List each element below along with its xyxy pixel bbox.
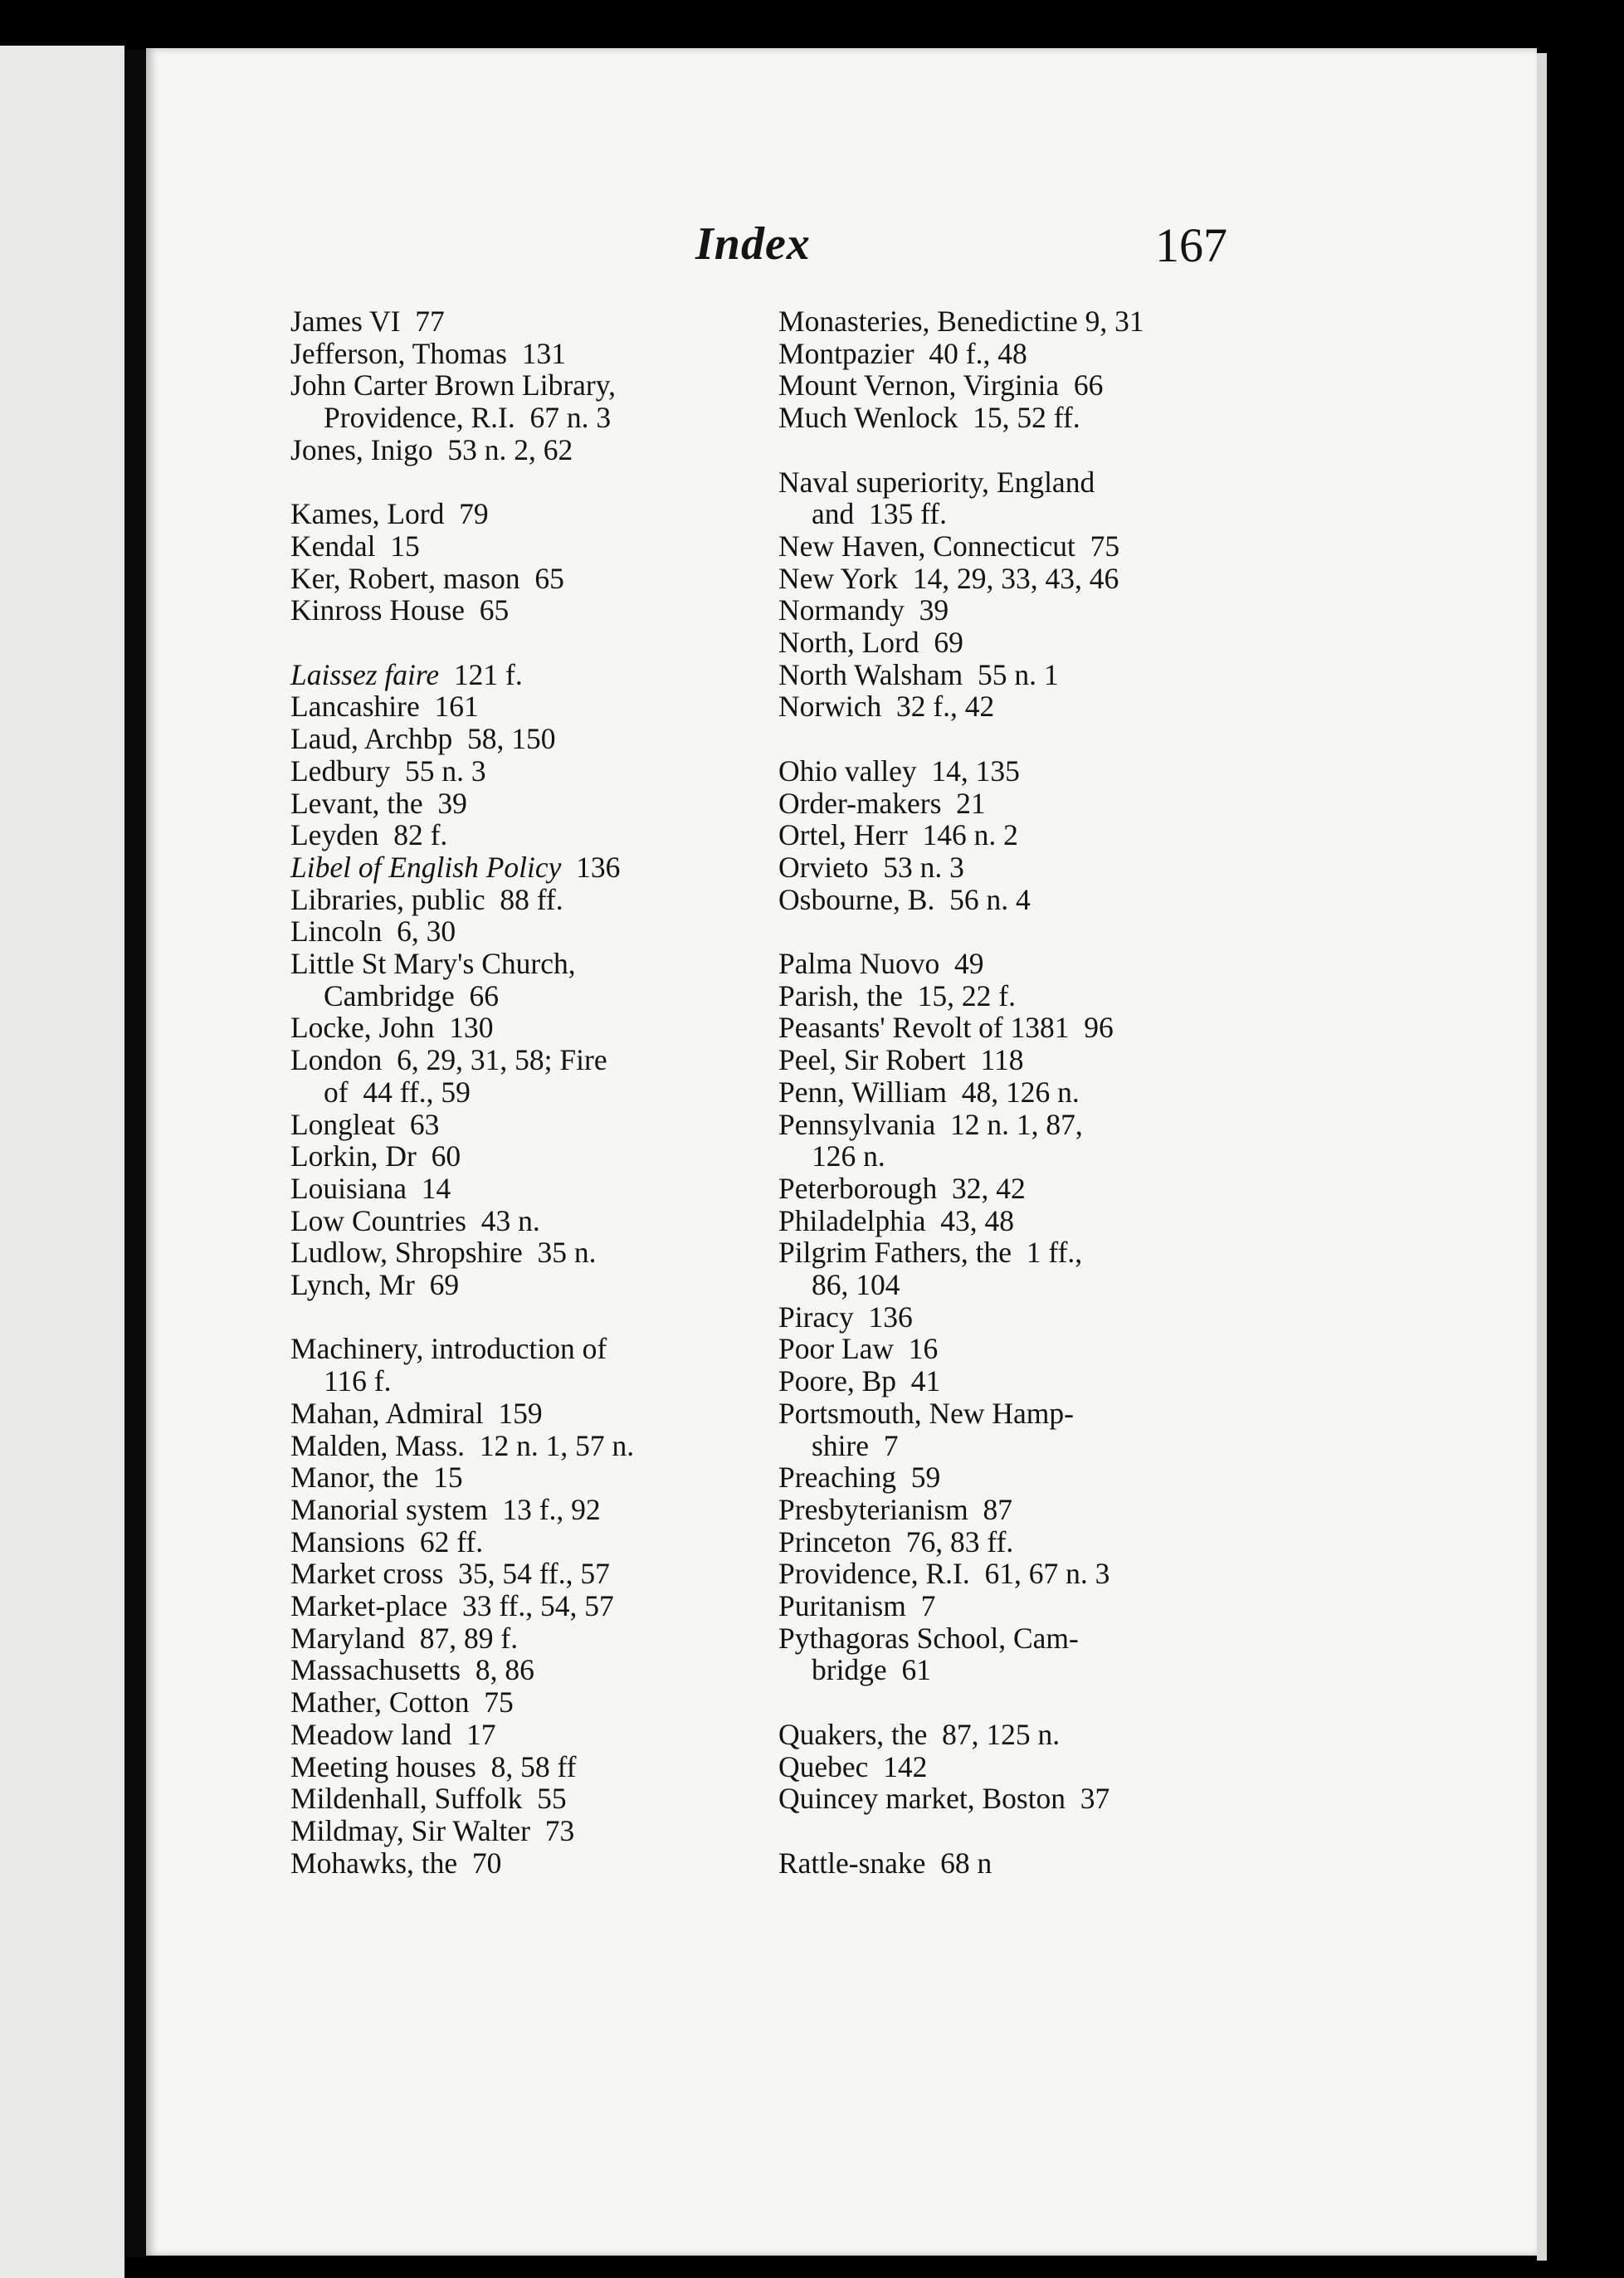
index-entry-text: Jones, Inigo 53 n. 2, 62 — [290, 432, 573, 466]
index-entry — [778, 851, 1231, 884]
index-entry-text: New Haven, Connecticut 75 — [778, 529, 1120, 563]
index-entry — [290, 1847, 734, 1880]
index-entry-text: Preaching 59 — [778, 1461, 941, 1495]
index-entry — [290, 498, 734, 530]
index-entry — [290, 305, 734, 338]
index-entry — [778, 755, 1231, 788]
index-entry-italic-heading: Libel of English Policy — [290, 850, 562, 884]
index-entry — [778, 659, 1231, 691]
index-entry — [290, 659, 734, 691]
index-entry-text: Piracy 136 — [778, 1300, 913, 1334]
index-entry — [290, 1012, 734, 1044]
index-entry — [778, 1333, 1231, 1365]
index-entry-text: Montpazier 40 f., 48 — [778, 336, 1027, 370]
index-entry — [290, 434, 734, 466]
index-entry-text: Poore, Bp 41 — [778, 1364, 941, 1398]
index-entry-text: Princeton 76, 83 ff. — [778, 1524, 1014, 1559]
index-entry-text: Monasteries, Benedictine 9, 31 — [778, 305, 1144, 338]
index-entry-text: Machinery, introduction of — [290, 1332, 607, 1366]
index-entry-text: New York 14, 29, 33, 43, 46 — [778, 561, 1119, 595]
index-entry-text: Leyden 82 f. — [290, 818, 448, 852]
index-entry — [778, 1526, 1231, 1559]
index-entry-text: Mohawks, the 70 — [290, 1846, 502, 1880]
index-entry — [290, 723, 734, 755]
index-entry — [290, 1044, 734, 1108]
index-entry-text: North, Lord 69 — [778, 626, 963, 660]
index-entry — [778, 1494, 1231, 1526]
index-entry — [290, 1590, 734, 1622]
index-entry-text: Manor, the 15 — [290, 1461, 463, 1495]
index-entry-text: Mansions 62 ff. — [290, 1524, 484, 1559]
index-entry-text: Massachusetts 8, 86 — [290, 1653, 534, 1687]
index-entry — [290, 690, 734, 723]
page-edge-strip — [1537, 53, 1547, 2261]
index-entry-text: Palma Nuovo 49 — [778, 947, 984, 981]
facing-page-edge — [0, 46, 124, 2278]
index-entry — [778, 1590, 1231, 1622]
index-entry-text: Peasants' Revolt of 1381 96 — [778, 1011, 1114, 1045]
index-entry-text: Osbourne, B. 56 n. 4 — [778, 882, 1031, 916]
index-entry-text: Mather, Cotton 75 — [290, 1685, 514, 1719]
index-entry-text: London 6, 29, 31, 58; Fire — [290, 1043, 607, 1077]
index-entry-text: Lorkin, Dr 60 — [290, 1139, 461, 1173]
index-entry — [778, 690, 1231, 723]
index-entry — [778, 1012, 1231, 1044]
index-entry — [290, 1558, 734, 1590]
index-entry-text: Malden, Mass. 12 n. 1, 57 n. — [290, 1428, 635, 1462]
index-entry-pages: 136 — [561, 850, 621, 884]
index-entry — [290, 369, 734, 433]
index-entry — [290, 1461, 734, 1494]
index-entry — [290, 1783, 734, 1815]
index-entry — [778, 788, 1231, 820]
index-entry-italic-heading: Laissez faire — [290, 657, 440, 691]
index-entry — [778, 980, 1231, 1012]
index-entry-text: Pilgrim Fathers, the 1 ff., — [778, 1236, 1083, 1270]
index-entry-text: Kames, Lord 79 — [290, 497, 489, 531]
index-entry — [778, 884, 1231, 916]
index-entry-continuation: shire 7 — [812, 1428, 899, 1462]
index-entry — [290, 851, 734, 884]
index-entry-text: Mahan, Admiral 159 — [290, 1396, 543, 1430]
index-entry — [778, 1783, 1231, 1815]
index-entry — [290, 1654, 734, 1686]
index-entry-text: Quincey market, Boston 37 — [778, 1782, 1110, 1816]
index-column-left — [290, 305, 734, 1879]
index-entry — [290, 1526, 734, 1559]
index-entry-text: Louisiana 14 — [290, 1171, 451, 1205]
index-entry-continuation: Cambridge 66 — [324, 978, 499, 1012]
index-entry-text: Lynch, Mr 69 — [290, 1268, 460, 1302]
index-entry-text: Rattle-snake 68 n — [778, 1846, 992, 1880]
index-entry-text: Pennsylvania 12 n. 1, 87, — [778, 1107, 1083, 1141]
index-entry-text: Poor Law 16 — [778, 1332, 939, 1366]
index-entry-text: Quebec 142 — [778, 1749, 928, 1783]
index-entry-text: Kinross House 65 — [290, 593, 510, 627]
index-entry — [778, 1237, 1231, 1300]
index-entry — [290, 1237, 734, 1269]
index-entry — [778, 1398, 1231, 1461]
index-entry — [778, 819, 1231, 851]
index-entry-pages: 121 f. — [439, 657, 523, 691]
index-entry — [290, 1109, 734, 1141]
index-entry-continuation: 86, 104 — [812, 1268, 900, 1302]
index-entry-text: Market-place 33 ff., 54, 57 — [290, 1589, 614, 1623]
index-entry — [290, 884, 734, 916]
index-entry-continuation: of 44 ff., 59 — [324, 1075, 471, 1109]
index-entry-text: Lincoln 6, 30 — [290, 915, 456, 949]
index-entry-text: Peel, Sir Robert 118 — [778, 1043, 1024, 1077]
index-entry — [778, 948, 1231, 980]
index-entry-text: John Carter Brown Library, — [290, 368, 617, 402]
index-entry — [778, 1461, 1231, 1494]
index-entry-text: Puritanism 7 — [778, 1589, 936, 1623]
index-entry — [290, 755, 734, 788]
index-entry — [778, 1173, 1231, 1205]
index-entry — [778, 1044, 1231, 1076]
index-entry — [778, 466, 1231, 530]
index-entry-continuation: bridge 61 — [812, 1653, 931, 1687]
index-entry-text: Little St Mary's Church, — [290, 947, 576, 981]
index-entry — [778, 1365, 1231, 1398]
index-column-right — [778, 305, 1231, 1879]
index-entry-text: Low Countries 43 n. — [290, 1203, 540, 1237]
index-entry — [778, 338, 1231, 370]
index-entry — [290, 948, 734, 1012]
index-entry-text: Ortel, Herr 146 n. 2 — [778, 818, 1018, 852]
index-entry-text: Meeting houses 8, 58 ff — [290, 1749, 577, 1783]
index-entry-continuation: 126 n. — [812, 1139, 885, 1173]
index-entry — [778, 1109, 1231, 1173]
index-entry — [290, 1398, 734, 1430]
index-entry — [290, 1140, 734, 1173]
index-entry — [290, 1751, 734, 1783]
index-entry — [290, 530, 734, 563]
section-gap — [778, 915, 1231, 948]
index-entry-text: Much Wenlock 15, 52 ff. — [778, 401, 1080, 435]
section-gap — [778, 1815, 1231, 1847]
index-entry-text: Libraries, public 88 ff. — [290, 882, 563, 916]
index-entry — [290, 1815, 734, 1847]
index-entry-text: Peterborough 32, 42 — [778, 1171, 1026, 1205]
index-entry-text: Longleat 63 — [290, 1107, 440, 1141]
index-entry — [778, 1558, 1231, 1590]
index-entry — [290, 1205, 734, 1237]
index-entry-text: Maryland 87, 89 f. — [290, 1621, 519, 1655]
index-entry-text: Jefferson, Thomas 131 — [290, 336, 566, 370]
index-entry-text: Levant, the 39 — [290, 786, 467, 820]
index-entry-text: Meadow land 17 — [290, 1717, 496, 1751]
index-entry-text: Mildmay, Sir Walter 73 — [290, 1814, 575, 1847]
index-entry — [290, 338, 734, 370]
section-gap — [290, 1301, 734, 1334]
index-entry — [778, 1205, 1231, 1237]
index-entry — [778, 594, 1231, 627]
index-entry — [290, 788, 734, 820]
section-gap — [290, 627, 734, 659]
index-entry-text: Providence, R.I. 61, 67 n. 3 — [778, 1557, 1110, 1591]
section-gap — [778, 723, 1231, 755]
index-entry-text: Ledbury 55 n. 3 — [290, 754, 486, 788]
index-entry-text: Pythagoras School, Cam- — [778, 1621, 1079, 1655]
index-entry — [778, 1622, 1231, 1686]
index-entry — [778, 563, 1231, 595]
index-entry-text: Philadelphia 43, 48 — [778, 1203, 1014, 1237]
index-entry — [290, 563, 734, 595]
index-entry — [290, 1269, 734, 1301]
index-entry-text: North Walsham 55 n. 1 — [778, 657, 1059, 691]
index-entry — [778, 402, 1231, 434]
index-entry — [290, 1494, 734, 1526]
index-entry-continuation: and 135 ff. — [812, 497, 948, 531]
index-entry — [778, 305, 1231, 338]
book-gutter — [124, 50, 146, 2257]
index-entry — [290, 915, 734, 948]
index-entry-text: Order-makers 21 — [778, 786, 986, 820]
index-entry — [778, 1847, 1231, 1880]
index-entry — [290, 1333, 734, 1397]
index-entry — [778, 627, 1231, 659]
index-entry-text: Kendal 15 — [290, 529, 420, 563]
index-entry-text: Locke, John 130 — [290, 1011, 494, 1045]
page-number: 167 — [1155, 218, 1227, 272]
index-entry-text: Naval superiority, England — [778, 465, 1095, 499]
section-gap — [290, 466, 734, 499]
index-entry-text: Mount Vernon, Virginia 66 — [778, 368, 1104, 402]
index-entry-continuation: Providence, R.I. 67 n. 3 — [324, 401, 612, 435]
index-entry — [290, 1430, 734, 1462]
index-entry-text: Presbyterianism 87 — [778, 1492, 1012, 1526]
index-entry — [290, 1622, 734, 1655]
index-entry — [778, 369, 1231, 402]
index-entry-text: Lancashire 161 — [290, 690, 479, 724]
index-entry-continuation: 116 f. — [324, 1364, 392, 1398]
index-entry-text: Quakers, the 87, 125 n. — [778, 1717, 1061, 1751]
section-gap — [778, 434, 1231, 466]
page-title: Index — [695, 218, 811, 270]
index-entry — [778, 1719, 1231, 1751]
index-entry-text: Ludlow, Shropshire 35 n. — [290, 1236, 597, 1270]
index-entry — [778, 530, 1231, 563]
index-entry-text: Ohio valley 14, 135 — [778, 754, 1020, 788]
index-entry-text: Market cross 35, 54 ff., 57 — [290, 1557, 610, 1591]
index-entry — [778, 1076, 1231, 1109]
index-entry-text: James VI 77 — [290, 305, 445, 338]
index-entry-text: Portsmouth, New Hamp- — [778, 1396, 1074, 1430]
index-entry-text: Orvieto 53 n. 3 — [778, 850, 964, 884]
index-entry — [290, 1686, 734, 1719]
index-entry-text: Ker, Robert, mason 65 — [290, 561, 564, 595]
index-entry-text: Manorial system 13 f., 92 — [290, 1492, 601, 1526]
index-entry-text: Laud, Archbp 58, 150 — [290, 722, 556, 756]
section-gap — [778, 1686, 1231, 1719]
index-entry — [778, 1301, 1231, 1334]
index-entry-text: Mildenhall, Suffolk 55 — [290, 1782, 567, 1816]
index-entry-text: Parish, the 15, 22 f. — [778, 978, 1016, 1012]
index-entry — [290, 594, 734, 627]
index-entry — [290, 1719, 734, 1751]
index-entry-text: Penn, William 48, 126 n. — [778, 1075, 1080, 1109]
index-entry — [778, 1751, 1231, 1783]
index-entry — [290, 819, 734, 851]
index-entry-text: Norwich 32 f., 42 — [778, 690, 995, 724]
index-entry-text: Normandy 39 — [778, 593, 949, 627]
index-entry — [290, 1173, 734, 1205]
